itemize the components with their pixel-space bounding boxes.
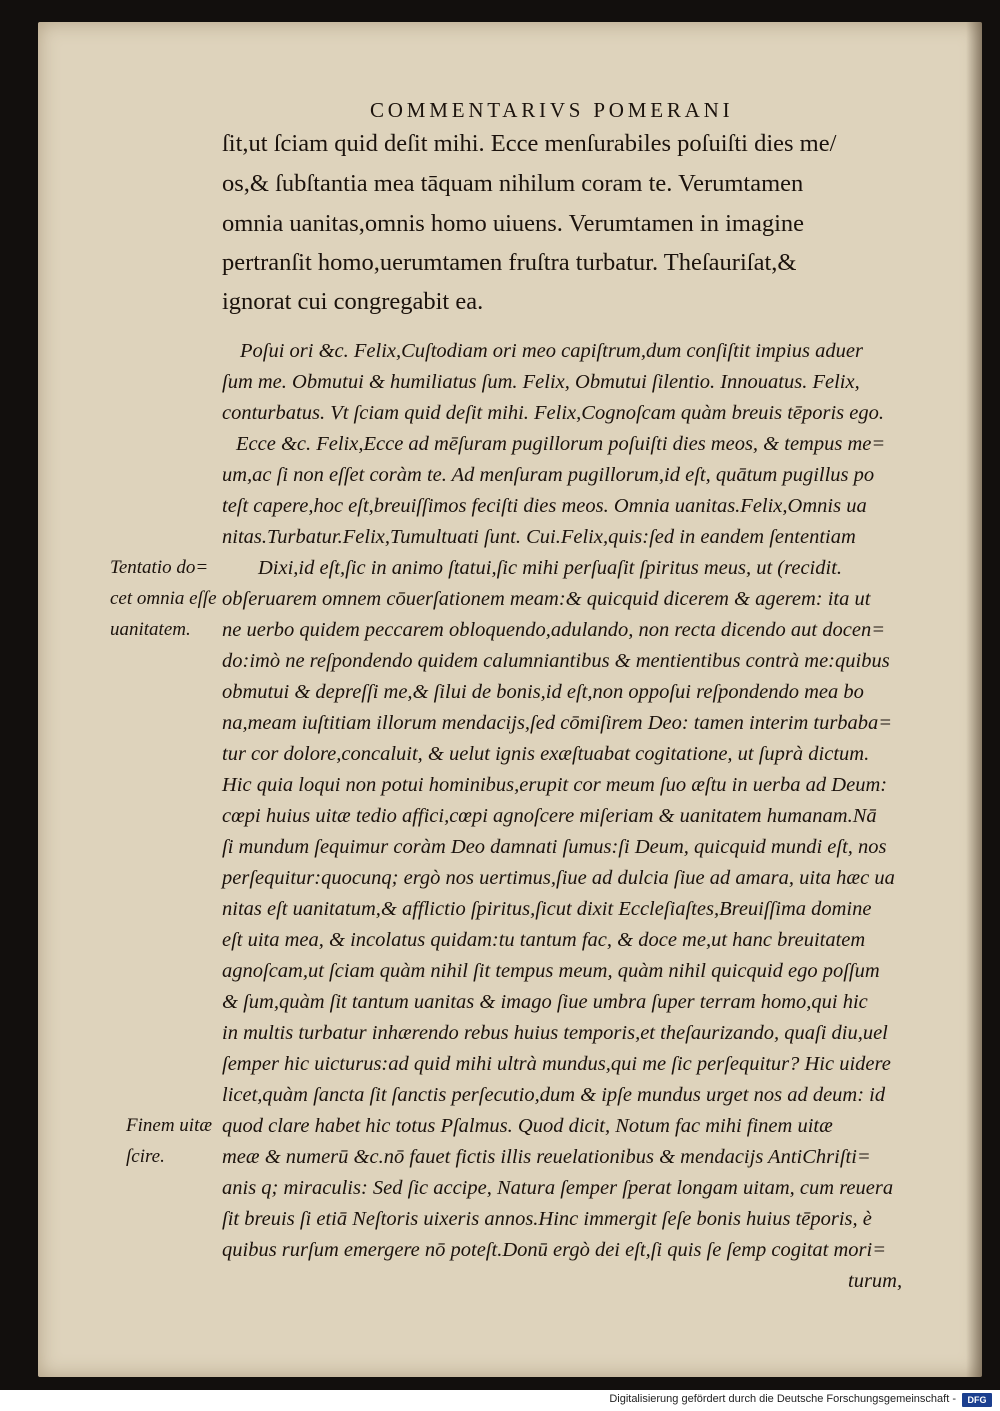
commentary-line: conturbatus. Vt ſciam quid deſit mihi. Felix,Cognoſcam quàm breuis tēporis ego. (222, 402, 885, 424)
commentary-line: Hic quia loqui non potui hominibus,erupit cor meum ſuo æſtu in uerba ad Deum: (222, 774, 888, 796)
commentary-line: ſum me. Obmutui & humiliatus ſum. Felix, Obmutui ſilentio. Innouatus. Felix, (222, 371, 860, 393)
commentary-line: obmutui & depreſſi me,& ſilui de bonis,id eſt,non oppoſui reſpondendo mea bo (222, 681, 864, 703)
commentary-line: Poſui ori &c. Felix,Cuſtodiam ori meo capiſtrum,dum conſiſtit impius aduer (240, 340, 863, 362)
commentary-line: licet,quàm ſancta ſit ſanctis perſecutio,dum & ipſe mundus urget nos ad deum: id (222, 1084, 886, 1106)
marginal-note: Finem uitæ (126, 1115, 213, 1136)
commentary-line: anis q; miraculis: Sed ſic accipe, Natura ſemper ſperat longam uitam, cum reuera (222, 1177, 894, 1199)
commentary-line: na,meam iuſtitiam illorum mendacijs,ſed cōmiſirem Deo: tamen interim turbaba= (222, 712, 893, 734)
commentary-line: nitas eſt uanitatum,& afflictio ſpiritus,ſicut dixit Eccleſiaſtes,Breuiſſima domine (222, 898, 872, 920)
commentary-line: meæ & numerū &c.nō fauet fictis illis reuelationibus & mendacijs AntiChriſti= (222, 1146, 871, 1168)
commentary-line: ſemper hic uicturus:ad quid mihi ultrà mundus,qui me ſic perſequitur? Hic uidere (222, 1053, 891, 1075)
commentary-line: eſt uita mea, & incolatus quidam:tu tantum fac, & doce me,ut hanc breuitatem (222, 929, 866, 951)
dfg-logo: DFG (962, 1393, 992, 1407)
psalm-line: pertranſit homo,uerumtamen fruſtra turbatur. Theſauriſat,& (222, 249, 797, 276)
commentary-line: tur cor dolore,concaluit, & uelut ignis exæſtuabat cogitatione, ut ſuprà dictum. (222, 743, 870, 765)
commentary-line: Ecce &c. Felix,Ecce ad mēſuram pugillorum poſuiſti dies meos, & tempus me= (236, 433, 886, 455)
marginal-note: cet omnia eſſe (110, 588, 217, 609)
commentary-line: do:imò ne reſpondendo quidem calumniantibus & mentientibus contrà me:quibus (222, 650, 890, 672)
commentary-line: nitas.Turbatur.Felix,Tumultuati ſunt. Cui.Felix,quis:ſed in eandem ſententiam (222, 526, 856, 548)
psalm-line: omnia uanitas,omnis homo uiuens. Verumtamen in imagine (222, 210, 805, 237)
commentary-line: obſeruarem omnem cōuerſationem meam:& quicquid dicerem & agerem: ita ut (222, 588, 871, 610)
running-head: COMMENTARIVS POMERANI (370, 98, 734, 122)
psalm-line: ignorat cui congregabit ea. (222, 288, 484, 315)
catchword: turum, (848, 1270, 903, 1292)
marginal-note: ſcire. (126, 1146, 165, 1167)
commentary-line: in multis turbatur inhærendo rebus huius temporis,et theſaurizando, quaſi diu,uel (222, 1022, 888, 1044)
commentary-line: Dixi,id eſt,ſic in animo ſtatui,ſic mihi perſuaſit ſpiritus meus, ut (recidit. (258, 557, 843, 579)
commentary-line: & ſum,quàm ſit tantum uanitas & imago ſiue umbra ſuper terram homo,qui hic (222, 991, 868, 1013)
commentary-line: quod clare habet hic totus Pſalmus. Quod dicit, Notum fac mihi finem uitæ (222, 1115, 833, 1137)
commentary-line: quibus rurſum emergere nō poteſt.Donū ergò dei eſt,ſi quis ſe ſemp cogitat mori= (222, 1239, 887, 1261)
page-gutter (966, 22, 982, 1377)
commentary-line: cœpi huius uitæ tedio affici,cœpi agnoſcere miſeriam & uanitatem humanam.Nā (222, 805, 877, 827)
commentary-line: ne uerbo quidem peccarem obloquendo,adulando, non recta dicendo aut docen= (222, 619, 886, 641)
commentary-line: ſit breuis ſi etiā Neſtoris uixeris annos.Hinc immergit ſeſe bonis huius tēporis, è (222, 1208, 872, 1230)
commentary-line: um,ac ſi non eſſet coràm te. Ad menſuram pugillorum,id eſt, quātum pugillus po (222, 464, 875, 486)
commentary-line: agnoſcam,ut ſciam quàm nihil ſit tempus meum, quàm nihil quicquid ego poſſum (222, 960, 880, 982)
funding-notice: Digitalisierung gefördert durch die Deutsche Forschungsgemeinschaft - (609, 1393, 956, 1405)
commentary-line: teſt capere,hoc eſt,breuiſſimos feciſti dies meos. Omnia uanitas.Felix,Omnis ua (222, 495, 867, 517)
psalm-line: ſit,ut ſciam quid deſit mihi. Ecce menſurabiles poſuiſti dies me/ (222, 130, 837, 157)
commentary-line: ſi mundum ſequimur coràm Deo damnati ſumus:ſi Deum, quicquid mundi eſt, nos (222, 836, 887, 858)
psalm-line: os,& ſubſtantia mea tāquam nihilum coram te. Verumtamen (222, 170, 804, 197)
commentary-line: perſequitur:quocunq; ergò nos uertimus,ſiue ad dulcia ſiue ad amara, uita hæc ua (222, 867, 895, 889)
footer-bar (0, 1390, 1000, 1411)
marginal-note: uanitatem. (110, 619, 191, 640)
marginal-note: Tentatio do= (110, 557, 209, 578)
